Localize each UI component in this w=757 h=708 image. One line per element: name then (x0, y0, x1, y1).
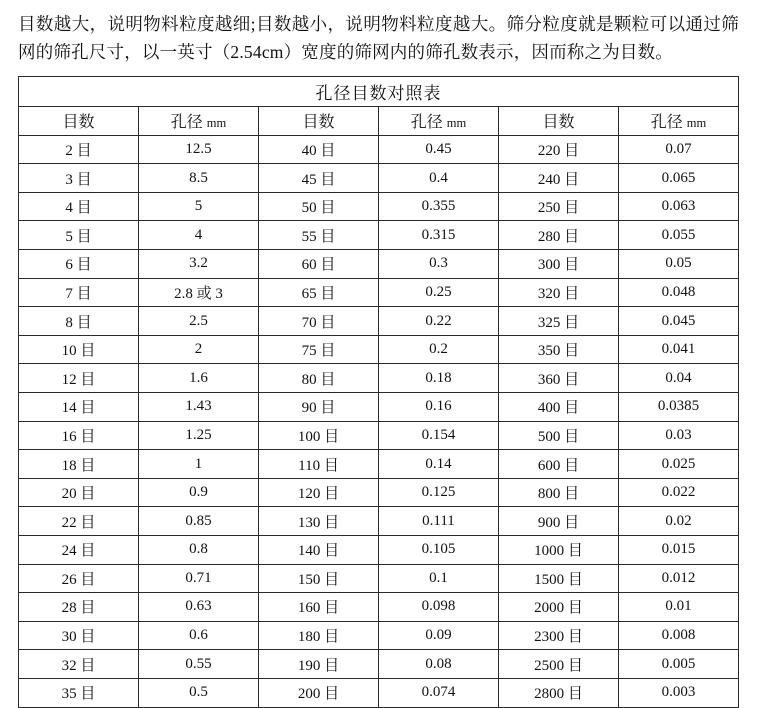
cell-aperture: 0.1 (379, 564, 499, 593)
cell-aperture: 0.08 (379, 650, 499, 679)
cell-mesh: 2300 目 (499, 621, 619, 650)
cell-aperture: 1.43 (139, 393, 259, 422)
table-row (19, 135, 739, 164)
cell-mesh: 28 目 (19, 593, 139, 622)
table-header (19, 76, 739, 135)
column-header-mesh-1-label: 目数 (62, 114, 95, 132)
cell-mesh: 900 目 (499, 507, 619, 536)
column-header-aperture-2-label: 孔径 (410, 114, 443, 132)
cell-mesh: 250 目 (499, 192, 619, 221)
cell-mesh: 55 目 (259, 221, 379, 250)
cell-mesh: 18 目 (19, 450, 139, 479)
column-header-mesh-3 (499, 106, 619, 135)
cell-aperture: 0.02 (619, 507, 739, 536)
cell-mesh: 7 目 (19, 278, 139, 307)
cell-mesh: 600 目 (499, 450, 619, 479)
cell-mesh: 35 目 (19, 678, 139, 707)
cell-mesh: 220 目 (499, 135, 619, 164)
cell-aperture: 3.2 (139, 250, 259, 279)
column-header-aperture-3-unit: mm (686, 116, 707, 131)
cell-aperture: 12.5 (139, 135, 259, 164)
cell-aperture: 2.8 或 3 (139, 278, 259, 307)
cell-mesh: 1500 目 (499, 564, 619, 593)
column-header-aperture-1-unit: mm (206, 116, 227, 131)
table-row (19, 335, 739, 364)
table-row (19, 164, 739, 193)
table-row (19, 307, 739, 336)
table-row (19, 678, 739, 707)
cell-aperture: 0.008 (619, 621, 739, 650)
cell-aperture: 0.05 (619, 250, 739, 279)
cell-mesh: 320 目 (499, 278, 619, 307)
cell-aperture: 0.6 (139, 621, 259, 650)
cell-aperture: 0.005 (619, 650, 739, 679)
cell-mesh: 32 目 (19, 650, 139, 679)
cell-mesh: 22 目 (19, 507, 139, 536)
table-body (19, 135, 739, 707)
cell-aperture: 0.14 (379, 450, 499, 479)
cell-mesh: 110 目 (259, 450, 379, 479)
cell-aperture: 5 (139, 192, 259, 221)
mesh-aperture-table (18, 76, 739, 708)
cell-mesh: 120 目 (259, 478, 379, 507)
cell-mesh: 240 目 (499, 164, 619, 193)
column-header-aperture-3-label: 孔径 (650, 114, 683, 132)
table-row (19, 250, 739, 279)
cell-mesh: 40 目 (259, 135, 379, 164)
cell-mesh: 350 目 (499, 335, 619, 364)
cell-aperture: 0.111 (379, 507, 499, 536)
table-row (19, 278, 739, 307)
cell-aperture: 0.003 (619, 678, 739, 707)
cell-mesh: 280 目 (499, 221, 619, 250)
cell-aperture: 0.048 (619, 278, 739, 307)
cell-aperture: 0.07 (619, 135, 739, 164)
cell-aperture: 0.22 (379, 307, 499, 336)
cell-mesh: 8 目 (19, 307, 139, 336)
cell-mesh: 200 目 (259, 678, 379, 707)
cell-aperture: 1.25 (139, 421, 259, 450)
cell-mesh: 2000 目 (499, 593, 619, 622)
table-row (19, 478, 739, 507)
table-column-header-row (19, 106, 739, 135)
cell-mesh: 6 目 (19, 250, 139, 279)
cell-mesh: 26 目 (19, 564, 139, 593)
cell-mesh: 400 目 (499, 393, 619, 422)
cell-mesh: 100 目 (259, 421, 379, 450)
column-header-mesh-3-label: 目数 (542, 114, 575, 132)
cell-mesh: 2500 目 (499, 650, 619, 679)
cell-aperture: 2.5 (139, 307, 259, 336)
cell-mesh: 12 目 (19, 364, 139, 393)
column-header-aperture-1 (139, 106, 259, 135)
cell-mesh: 150 目 (259, 564, 379, 593)
cell-mesh: 360 目 (499, 364, 619, 393)
cell-mesh: 50 目 (259, 192, 379, 221)
cell-mesh: 180 目 (259, 621, 379, 650)
cell-aperture: 0.098 (379, 593, 499, 622)
cell-aperture: 0.055 (619, 221, 739, 250)
cell-mesh: 75 目 (259, 335, 379, 364)
cell-aperture: 0.55 (139, 650, 259, 679)
table-title-row (19, 76, 739, 106)
cell-mesh: 190 目 (259, 650, 379, 679)
column-header-aperture-1-label: 孔径 (170, 114, 203, 132)
cell-aperture: 4 (139, 221, 259, 250)
cell-aperture: 0.03 (619, 421, 739, 450)
cell-aperture: 0.9 (139, 478, 259, 507)
cell-mesh: 90 目 (259, 393, 379, 422)
cell-mesh: 2800 目 (499, 678, 619, 707)
table-row (19, 536, 739, 565)
cell-mesh: 70 目 (259, 307, 379, 336)
intro-paragraph-block (0, 0, 757, 67)
table-row (19, 221, 739, 250)
cell-mesh: 2 目 (19, 135, 139, 164)
cell-aperture: 0.16 (379, 393, 499, 422)
cell-aperture: 0.09 (379, 621, 499, 650)
cell-aperture: 0.18 (379, 364, 499, 393)
cell-mesh: 130 目 (259, 507, 379, 536)
cell-aperture: 0.012 (619, 564, 739, 593)
intro-paragraph-text: 目数越大，说明物料粒度越细;目数越小，说明物料粒度越大。筛分粒度就是颗粒可以通过筛网的筛孔尺寸，以一英寸（2.54cm）宽度的筛网内的筛孔数表示，因而称之为目数。 (18, 14, 739, 63)
table-row (19, 564, 739, 593)
cell-aperture: 0.025 (619, 450, 739, 479)
cell-aperture: 0.01 (619, 593, 739, 622)
cell-mesh: 80 目 (259, 364, 379, 393)
cell-mesh: 16 目 (19, 421, 139, 450)
table-row (19, 421, 739, 450)
cell-aperture: 0.063 (619, 192, 739, 221)
cell-aperture: 0.355 (379, 192, 499, 221)
cell-aperture: 1.6 (139, 364, 259, 393)
cell-aperture: 0.074 (379, 678, 499, 707)
cell-mesh: 24 目 (19, 536, 139, 565)
cell-aperture: 0.315 (379, 221, 499, 250)
cell-aperture: 0.2 (379, 335, 499, 364)
column-header-mesh-1 (19, 106, 139, 135)
cell-mesh: 60 目 (259, 250, 379, 279)
table-row (19, 450, 739, 479)
cell-aperture: 0.25 (379, 278, 499, 307)
cell-mesh: 1000 目 (499, 536, 619, 565)
cell-aperture: 0.63 (139, 593, 259, 622)
cell-mesh: 140 目 (259, 536, 379, 565)
cell-aperture: 0.015 (619, 536, 739, 565)
cell-mesh: 45 目 (259, 164, 379, 193)
column-header-mesh-2-label: 目数 (302, 114, 335, 132)
cell-aperture: 0.045 (619, 307, 739, 336)
cell-aperture: 0.85 (139, 507, 259, 536)
cell-mesh: 160 目 (259, 593, 379, 622)
cell-aperture: 2 (139, 335, 259, 364)
cell-aperture: 1 (139, 450, 259, 479)
cell-aperture: 8.5 (139, 164, 259, 193)
cell-mesh: 325 目 (499, 307, 619, 336)
mesh-table-container (18, 76, 739, 708)
column-header-mesh-2 (259, 106, 379, 135)
table-row (19, 192, 739, 221)
cell-aperture: 0.4 (379, 164, 499, 193)
cell-aperture: 0.022 (619, 478, 739, 507)
cell-aperture: 0.45 (379, 135, 499, 164)
table-row (19, 507, 739, 536)
cell-aperture: 0.8 (139, 536, 259, 565)
cell-aperture: 0.125 (379, 478, 499, 507)
cell-aperture: 0.3 (379, 250, 499, 279)
cell-mesh: 5 目 (19, 221, 139, 250)
column-header-aperture-2 (379, 106, 499, 135)
cell-mesh: 500 目 (499, 421, 619, 450)
table-row (19, 621, 739, 650)
cell-mesh: 10 目 (19, 335, 139, 364)
table-row (19, 364, 739, 393)
cell-mesh: 65 目 (259, 278, 379, 307)
cell-mesh: 4 目 (19, 192, 139, 221)
cell-aperture: 0.105 (379, 536, 499, 565)
cell-mesh: 14 目 (19, 393, 139, 422)
cell-mesh: 3 目 (19, 164, 139, 193)
cell-aperture: 0.0385 (619, 393, 739, 422)
column-header-aperture-3 (619, 106, 739, 135)
table-row (19, 593, 739, 622)
cell-aperture: 0.5 (139, 678, 259, 707)
cell-aperture: 0.065 (619, 164, 739, 193)
cell-mesh: 20 目 (19, 478, 139, 507)
cell-aperture: 0.041 (619, 335, 739, 364)
cell-aperture: 0.154 (379, 421, 499, 450)
column-header-aperture-2-unit: mm (446, 116, 467, 131)
cell-aperture: 0.04 (619, 364, 739, 393)
cell-mesh: 800 目 (499, 478, 619, 507)
table-row (19, 393, 739, 422)
cell-aperture: 0.71 (139, 564, 259, 593)
table-row (19, 650, 739, 679)
table-title: 孔径目数对照表 (19, 76, 739, 106)
cell-mesh: 30 目 (19, 621, 139, 650)
cell-mesh: 300 目 (499, 250, 619, 279)
